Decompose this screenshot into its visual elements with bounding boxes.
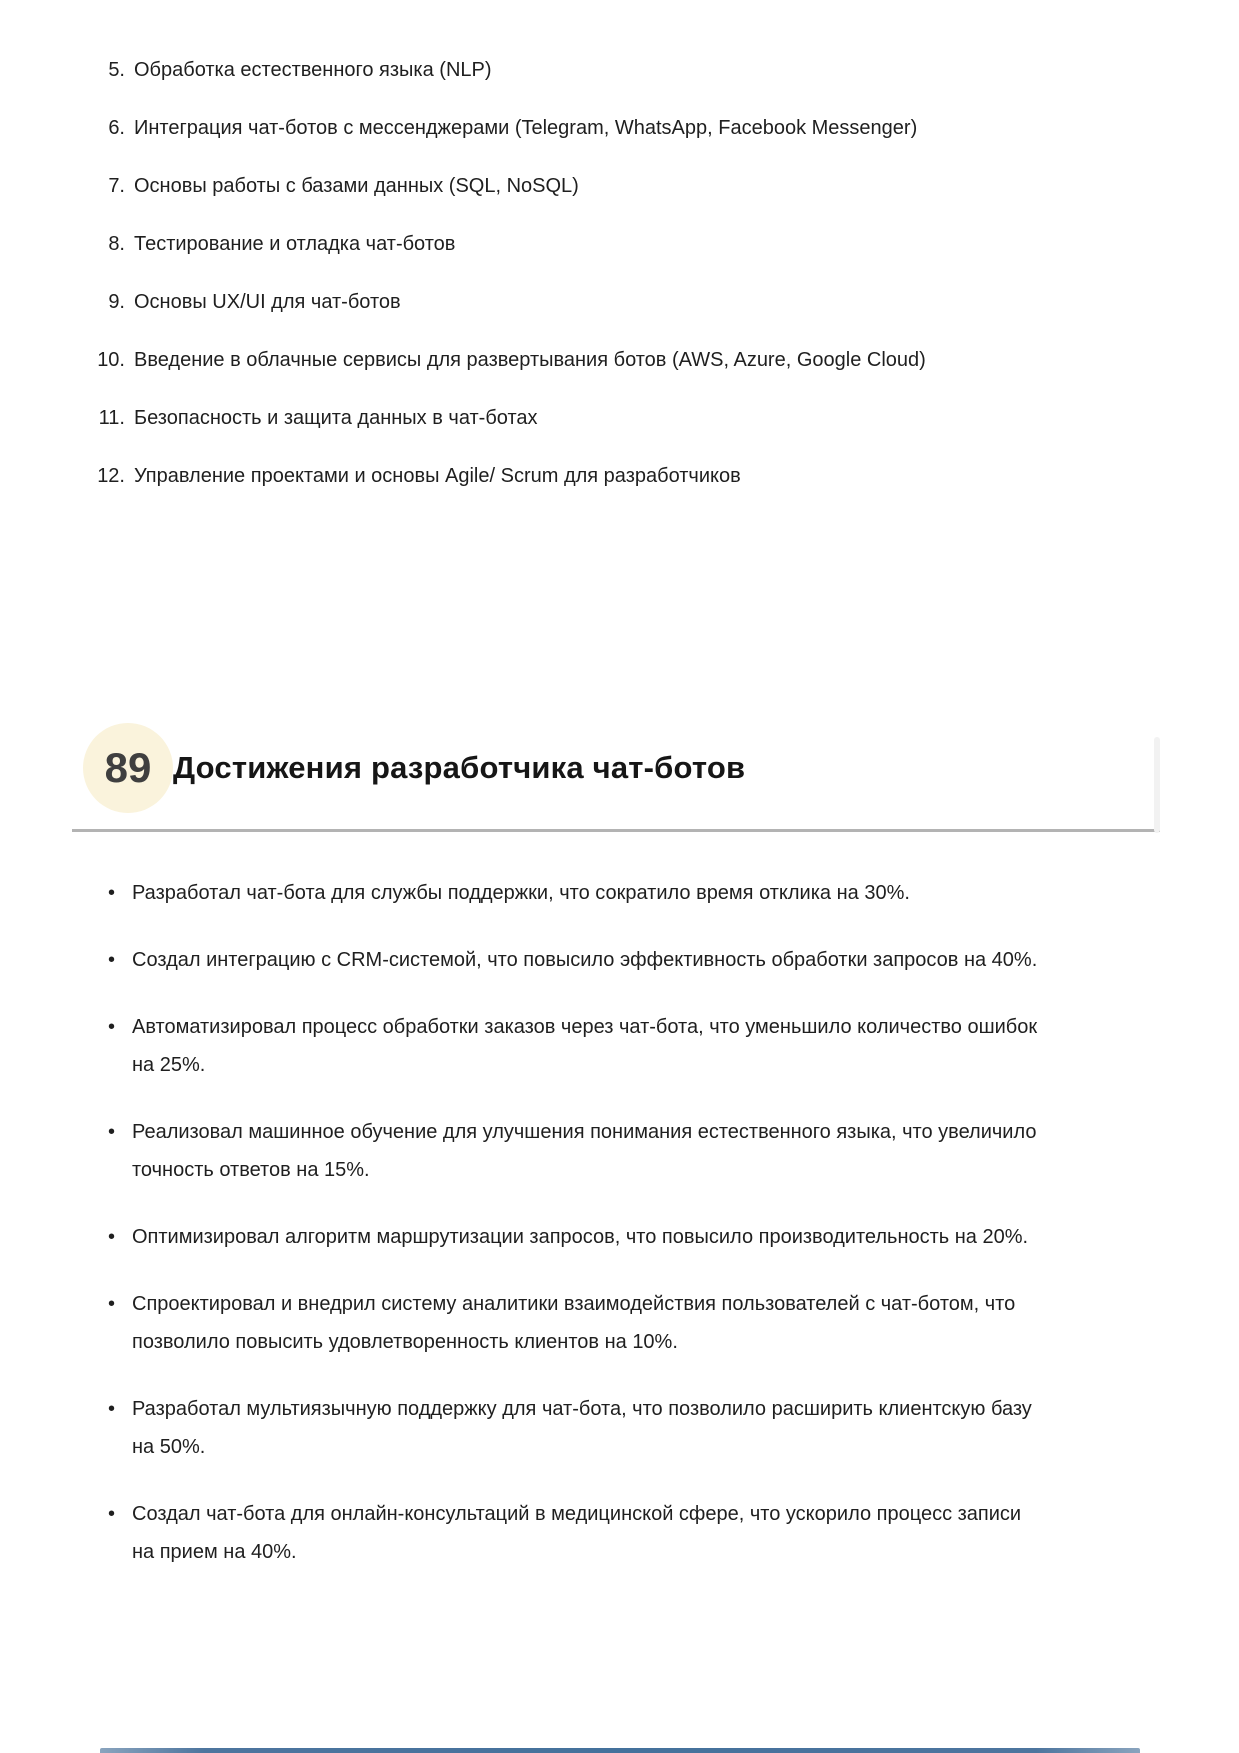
bullet-icon: • [108,1016,116,1038]
topic-text: Обработка естественного языка (NLP) [134,59,492,81]
achievement-item [108,1113,1053,1189]
achievement-item [108,874,1053,912]
achievement-text: Спроектировал и внедрил систему аналитики взаимодействия пользователей с чат-ботом, что позволило повысить удовлетворенность клиентов на 10%. [132,1293,1016,1353]
topic-number: 11. [98,407,125,429]
topic-item [82,457,926,495]
topic-item [82,283,926,321]
topic-number: 8. [108,233,125,255]
bullet-icon: • [108,1121,116,1143]
achievement-text: Автоматизировал процесс обработки заказов через чат-бота, что уменьшило количество ошибок на 25%. [132,1016,1038,1076]
topic-number: 10. [97,349,125,371]
topic-number: 7. [108,175,125,197]
bullet-icon: • [108,949,116,971]
bullet-icon: • [108,882,116,904]
topic-number: 5. [108,59,125,81]
achievement-item [108,1218,1053,1256]
achievement-text: Реализовал машинное обучение для улучшения понимания естественного языка, что увеличило точность ответов на 15%. [132,1121,1037,1181]
achievement-text: Создал чат-бота для онлайн-консультаций в медицинской сфере, что ускорило процесс записи на прием на 40%. [132,1503,1022,1563]
topic-item [82,109,926,147]
section-number-badge: 89 [83,723,173,813]
scrollbar-thumb[interactable] [1154,737,1160,833]
achievement-item [108,1285,1053,1361]
achievements-list [108,874,1053,1600]
topic-text: Введение в облачные сервисы для развертывания ботов (AWS, Azure, Google Cloud) [134,349,926,371]
topic-number: 6. [108,117,125,139]
bullet-icon: • [108,1293,116,1315]
section-header [83,723,745,813]
achievement-item [108,1008,1053,1084]
topic-text: Основы UX/UI для чат-ботов [134,291,401,313]
topic-item [82,341,926,379]
topic-number: 12. [97,465,125,487]
topic-text: Основы работы с базами данных (SQL, NoSQL) [134,175,579,197]
achievement-text: Разработал чат-бота для службы поддержки, что сократило время отклика на 30%. [132,882,910,904]
topic-text: Интеграция чат-ботов с мессенджерами (Telegram, WhatsApp, Facebook Messenger) [134,117,918,139]
bullet-icon: • [108,1226,116,1248]
topic-item [82,225,926,263]
section-divider [72,829,1160,832]
topic-text: Управление проектами и основы Agile/ Scrum для разработчиков [134,465,741,487]
achievement-item [108,941,1053,979]
achievement-text: Разработал мультиязычную поддержку для чат-бота, что позволило расширить клиентскую базу на 50%. [132,1398,1032,1458]
achievement-text: Создал интеграцию с CRM-системой, что повысило эффективность обработки запросов на 40%. [132,949,1038,971]
section-title: Достижения разработчика чат-ботов [173,750,746,785]
course-topics-list [82,51,926,515]
achievement-item [108,1495,1053,1571]
achievement-text: Оптимизировал алгоритм маршрутизации запросов, что повысило производительность на 20%. [132,1226,1029,1248]
topic-number: 9. [108,291,125,313]
topic-item [82,167,926,205]
achievement-item [108,1390,1053,1466]
next-page-edge [100,1748,1140,1753]
topic-item [82,51,926,89]
topic-item [82,399,926,437]
bullet-icon: • [108,1503,116,1525]
topic-text: Безопасность и защита данных в чат-ботах [134,407,538,429]
bullet-icon: • [108,1398,116,1420]
topic-text: Тестирование и отладка чат-ботов [134,233,456,255]
